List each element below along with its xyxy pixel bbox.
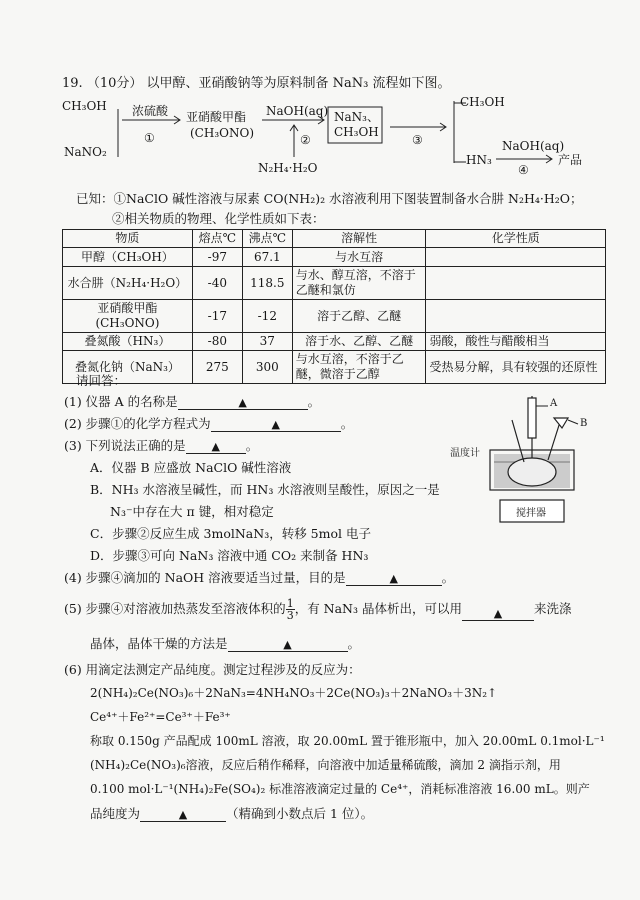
q1 — [64, 392, 320, 410]
table-cell — [426, 300, 606, 333]
frac-den: 3 — [286, 609, 294, 622]
reagent-h2so4: 浓硫酸 — [132, 104, 169, 118]
product-label: 产品 — [558, 153, 583, 167]
table-row — [63, 248, 606, 267]
q5-dry-blank[interactable] — [228, 636, 348, 652]
table-cell: 与水、醇互溶，不溶于乙醚和氯仿 — [292, 267, 426, 300]
q3-option-b[interactable]: B．NH₃ 水溶液呈碱性，而 HN₃ 水溶液则呈酸性，原因之一是 — [90, 482, 440, 497]
answer-mark: ▲ — [238, 396, 247, 409]
q6-p4-text: 品纯度为 — [90, 806, 141, 821]
step4-label: ④ — [518, 163, 529, 177]
q2-text: (2) 步骤①的化学方程式为 — [64, 416, 211, 431]
table-cell: 水合肼（N₂H₄·H₂O） — [63, 267, 193, 300]
step3-label: ③ — [412, 133, 423, 147]
q6-p2: (NH₄)₂Ce(NO₃)₆溶液，反应后稍作稀释，向溶液中加适量稀硫酸，滴加 2 滴指示剂，用 — [90, 758, 561, 772]
answer-mark: ▲ — [271, 418, 280, 431]
question-header — [62, 72, 451, 91]
table-header: 沸点℃ — [242, 230, 292, 248]
table-cell: -80 — [192, 333, 242, 351]
q5 — [64, 598, 572, 621]
table-cell — [426, 248, 606, 267]
intermediate-formula: (CH₃ONO) — [190, 126, 254, 140]
q5-suffix: 。 — [347, 636, 361, 651]
stirrer-label: 搅拌器 — [516, 508, 546, 519]
q6-p4-suffix: （精确到小数点后 1 位）。 — [226, 806, 374, 821]
q6-line1: (6) 用滴定法测定产品纯度。测定过程涉及的反应为： — [64, 662, 361, 677]
q4-answer-blank[interactable] — [346, 570, 442, 586]
q2-suffix: 。 — [340, 416, 354, 431]
table-cell: 溶于水、乙醇、乙醚 — [292, 333, 426, 351]
table-cell: 37 — [242, 333, 292, 351]
table-cell: 弱酸，酸性与醋酸相当 — [426, 333, 606, 351]
known-line1 — [76, 189, 583, 207]
reactant-nano2: NaNO₂ — [64, 145, 107, 159]
frac-num: 1 — [286, 597, 294, 610]
table-header: 化学性质 — [426, 230, 606, 248]
q3-option-d[interactable]: D．步骤③可向 NaN₃ 溶液中通 CO₂ 来制备 HN₃ — [90, 548, 369, 563]
question-points: （10分） — [86, 76, 143, 91]
q2 — [64, 414, 353, 432]
q3 — [64, 436, 258, 454]
answer-mark: ▲ — [389, 572, 398, 585]
table-cell: 甲醇（CH₃OH） — [63, 248, 193, 267]
table-header: 熔点℃ — [192, 230, 242, 248]
q6-p4 — [90, 804, 373, 822]
table-cell: 275 — [192, 351, 242, 384]
flask — [508, 458, 556, 486]
q3-text: (3) 下列说法正确的是 — [64, 438, 186, 453]
table-cell: 亚硝酸甲酯(CH₃ONO) — [63, 300, 193, 333]
q5-after: 来洗涤 — [533, 601, 572, 616]
q3-option-c[interactable]: C．步骤②反应生成 3molNaN₃，转移 5mol 电子 — [90, 526, 371, 541]
q1-suffix: 。 — [307, 394, 321, 409]
box-line1: NaN₃、 — [334, 110, 379, 124]
table-cell — [426, 267, 606, 300]
properties-table — [62, 229, 606, 384]
answer-mark: ▲ — [493, 607, 503, 620]
flow-diagram — [62, 95, 622, 185]
q3-option-a[interactable]: A．仪器 B 应盛放 NaClO 碱性溶液 — [90, 460, 292, 475]
table-cell: 溶于乙醇、乙醚 — [292, 300, 426, 333]
table-cell: 与水互溶 — [292, 248, 426, 267]
output-methanol: CH₃OH — [460, 95, 505, 109]
q3-answer-blank[interactable] — [186, 438, 246, 454]
q4-suffix: 。 — [441, 570, 455, 585]
q3-option-b-cont: N₃⁻中存在大 π 键，相对稳定 — [110, 504, 274, 519]
q6-eq1: 2(NH₄)₂Ce(NO₃)₆＋2NaN₃=4NH₄NO₃＋2Ce(NO₃)₃＋2NaNO₃＋3N₂↑ — [90, 686, 498, 700]
apparatus-figure — [450, 392, 600, 532]
step2-label: ② — [300, 133, 311, 147]
q2-answer-blank[interactable] — [211, 416, 341, 432]
table-cell: 与水互溶，不溶于乙醚，微溶于乙醇 — [292, 351, 426, 384]
table-row — [63, 300, 606, 333]
q3-suffix: 。 — [245, 438, 259, 453]
answer-mark: ▲ — [211, 440, 220, 453]
table-row — [63, 267, 606, 300]
known-item1: ①NaClO 碱性溶液与尿素 CO(NH₂)₂ 水溶液利用下图装置制备水合肼 N₂H₄·H₂O； — [113, 191, 583, 206]
box-line2: CH₃OH — [334, 125, 379, 139]
q5-mid: ，有 NaN₃ 晶体析出，可以用 — [294, 601, 462, 616]
q1-answer-blank[interactable] — [178, 394, 308, 410]
answer-mark: ▲ — [283, 638, 292, 651]
q6-p1: 称取 0.150g 产品配成 100mL 溶液，取 20.00mL 置于锥形瓶中，加入 20.00mL 0.1mol·L⁻¹ — [90, 734, 605, 748]
q5-line2 — [90, 634, 360, 652]
table-header: 物质 — [63, 230, 193, 248]
table-cell: 受热易分解，具有较强的还原性 — [426, 351, 606, 384]
table-row — [63, 351, 606, 384]
thermometer-label: 温度计 — [450, 448, 480, 459]
output-hn3: HN₃ — [466, 153, 492, 167]
table-cell: 叠氮酸（HN₃） — [63, 333, 193, 351]
reagent4-naoh: NaOH(aq) — [502, 139, 565, 153]
q5-wash-blank[interactable] — [462, 605, 534, 621]
table-header: 溶解性 — [292, 230, 426, 248]
question-intro: 以甲醇、亚硝酸钠等为原料制备 NaN₃ 流程如下图。 — [146, 76, 451, 91]
table-cell: -12 — [242, 300, 292, 333]
answer-mark: ▲ — [178, 808, 188, 821]
step1-label: ① — [144, 131, 155, 145]
q5-line2-text: 晶体，晶体干燥的方法是 — [90, 636, 228, 651]
question-number: 19. — [62, 76, 83, 91]
known-label: 已知： — [76, 191, 114, 206]
intermediate-name: 亚硝酸甲酯 — [186, 110, 247, 124]
fraction-one-third — [286, 598, 295, 621]
table-cell: 叠氮化钠（NaN₃） — [63, 351, 193, 384]
table-cell: 300 — [242, 351, 292, 384]
q6-eq2: Ce⁴⁺＋Fe²⁺=Ce³⁺＋Fe³⁺ — [90, 710, 231, 724]
reactant-methanol: CH₃OH — [62, 99, 107, 113]
table-cell: 118.5 — [242, 267, 292, 300]
table-header-row — [63, 230, 606, 248]
reagent-naoh: NaOH(aq) — [266, 104, 329, 118]
known-item2: ②相关物质的物理、化学性质如下表： — [112, 211, 325, 226]
q1-text: (1) 仪器 A 的名称是 — [64, 394, 178, 409]
q5-text: (5) 步骤④对溶液加热蒸发至溶液体积的 — [64, 601, 286, 616]
funnel-b — [554, 418, 568, 428]
answer-prompt: 请回答： — [76, 373, 127, 388]
q6-answer-blank[interactable] — [140, 806, 226, 822]
q4-text: (4) 步骤④滴加的 NaOH 溶液要适当过量，目的是 — [64, 570, 346, 585]
table-cell: 67.1 — [242, 248, 292, 267]
table-cell: -17 — [192, 300, 242, 333]
label-b: B — [580, 418, 588, 429]
reagent-hydrazine: N₂H₄·H₂O — [258, 161, 318, 175]
label-a: A — [550, 398, 558, 409]
table-cell: -40 — [192, 267, 242, 300]
q4 — [64, 568, 454, 586]
table-cell: -97 — [192, 248, 242, 267]
table-row — [63, 333, 606, 351]
q6-p3: 0.100 mol·L⁻¹(NH₄)₂Fe(SO₄)₂ 标准溶液滴定过量的 Ce⁴⁺，消耗标准溶液 16.00 mL。则产 — [90, 782, 590, 796]
